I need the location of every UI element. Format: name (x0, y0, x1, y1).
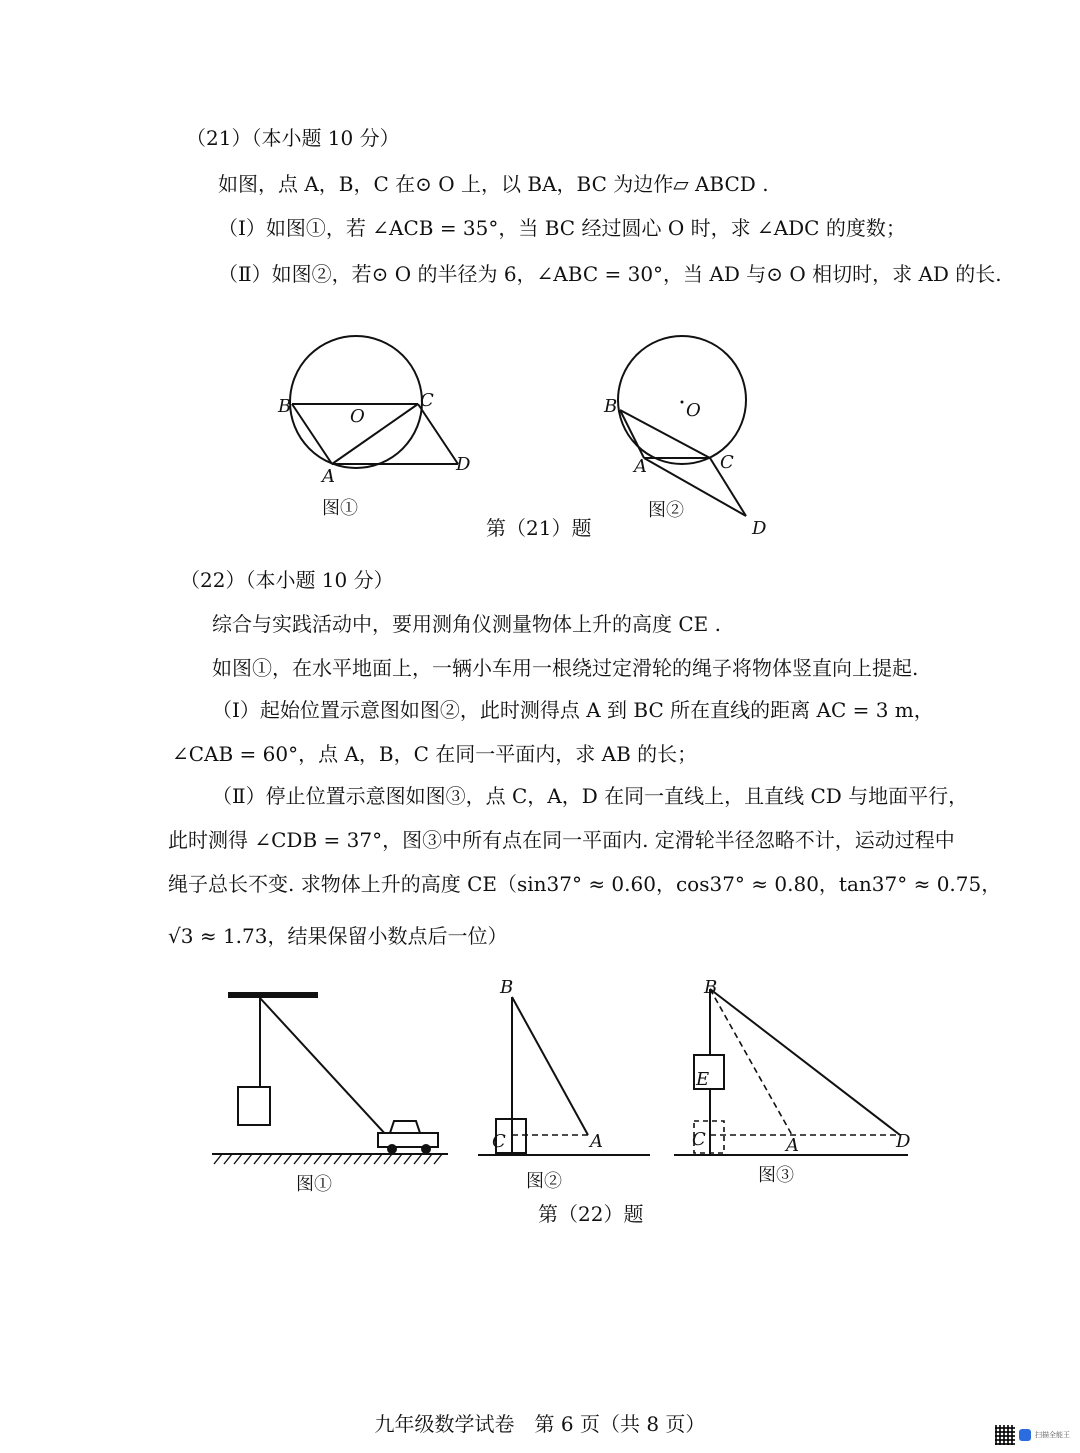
q21-figure-1 (270, 330, 500, 530)
segment-cd (418, 404, 458, 464)
segment-ac (332, 404, 418, 464)
center-dot (681, 401, 684, 404)
fig3-caption: 图③ (758, 1165, 794, 1186)
q22-line5: （Ⅱ）停止位置示意图如图③，点 C，A，D 在同一直线上，且直线 CD 与地面平行， (212, 784, 969, 808)
q22-line1: 综合与实践活动中，要用测角仪测量物体上升的高度 CE . (212, 612, 721, 636)
q21-part2: （Ⅱ）如图②，若⊙ O 的半径为 6，∠ABC = 30°，当 AD 与⊙ O 相切时，求 AD 的长. (218, 262, 1002, 286)
segment-bd (710, 989, 900, 1135)
label-c: C (692, 1129, 706, 1150)
fig2-caption: 图② (648, 500, 684, 521)
q21-figure-2 (598, 330, 778, 540)
badge-text: 扫描全能王 (1035, 1431, 1070, 1439)
ceiling-beam (228, 992, 318, 998)
label-b: B (604, 396, 618, 417)
label-c: C (492, 1131, 506, 1152)
label-b: B (278, 396, 292, 417)
q22-line2: 如图①，在水平地面上，一辆小车用一根绕过定滑轮的绳子将物体竖直向上提起. (212, 656, 919, 680)
q22-figure-1 (210, 985, 460, 1205)
label-o: O (350, 406, 365, 427)
object-box (238, 1087, 270, 1125)
label-b: B (704, 977, 718, 998)
q21-figure-caption: 第（21）题 (486, 516, 592, 540)
label-d: D (456, 454, 471, 475)
label-b: B (500, 977, 514, 998)
label-d: D (752, 518, 767, 539)
q22-line4: ∠CAB = 60°，点 A，B，C 在同一平面内，求 AB 的长； (172, 742, 698, 766)
slanted-rope (260, 998, 388, 1137)
q22-header: （22）（本小题 10 分） (180, 568, 394, 592)
qr-code-icon (995, 1425, 1015, 1445)
label-e: E (696, 1069, 710, 1090)
label-a: A (634, 456, 647, 477)
fig2-caption: 图② (526, 1171, 562, 1192)
label-a: A (322, 466, 335, 487)
fig1-caption: 图① (296, 1174, 332, 1195)
q21-intro: 如图，点 A，B，C 在⊙ O 上，以 BA，BC 为边作▱ ABCD . (218, 172, 769, 196)
q22-line8: √3 ≈ 1.73，结果保留小数点后一位） (168, 924, 508, 948)
label-a: A (786, 1135, 799, 1156)
label-c: C (720, 452, 734, 473)
fig1-caption: 图① (322, 498, 358, 519)
car-icon (378, 1121, 438, 1154)
scanner-badge (995, 1425, 1070, 1445)
q22-figure-3 (668, 975, 918, 1195)
label-o: O (686, 400, 701, 421)
q22-line3: （Ⅰ）起始位置示意图如图②，此时测得点 A 到 BC 所在直线的距离 AC = 3 m， (212, 698, 934, 722)
segment-ba (512, 997, 588, 1135)
q22-figure-caption: 第（22）题 (538, 1202, 644, 1226)
q22-figure-2 (470, 975, 660, 1205)
scanner-app-logo-icon (1019, 1429, 1031, 1441)
q21-header: （21）（本小题 10 分） (186, 126, 400, 150)
label-c: C (420, 390, 434, 411)
label-d: D (896, 1131, 911, 1152)
page-footer: 九年级数学试卷 第 6 页（共 8 页） (374, 1412, 706, 1436)
q21-part1: （Ⅰ）如图①，若 ∠ACB = 35°，当 BC 经过圆心 O 时，求 ∠ADC 的度数； (218, 216, 906, 240)
q22-line7: 绳子总长不变. 求物体上升的高度 CE（sin37° ≈ 0.60，cos37° ≈ 0.80，tan37° ≈ 0.75， (168, 872, 1002, 896)
ground-hatching (214, 1154, 442, 1164)
q22-line6: 此时测得 ∠CDB = 37°，图③中所有点在同一平面内. 定滑轮半径忽略不计，运动过程中 (168, 828, 955, 852)
label-a: A (590, 1131, 603, 1152)
